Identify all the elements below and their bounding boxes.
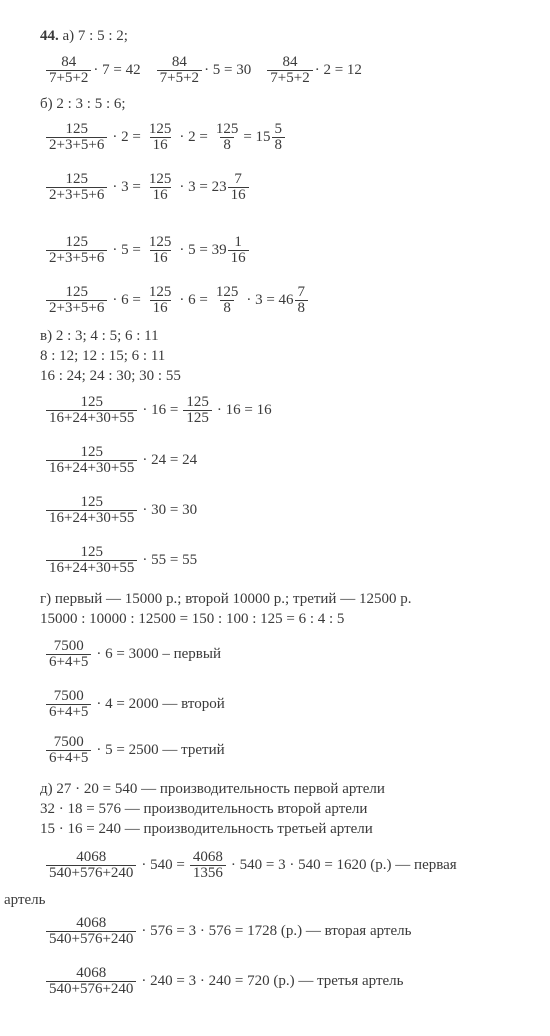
part-d-line-1 [44,848,460,882]
fraction [295,285,309,316]
denominator: 16+24+30+55 [46,410,137,426]
fraction [146,172,175,203]
fraction [46,395,137,426]
numerator: 84 [61,53,77,70]
expr-part: · 24 = 24 [142,451,198,468]
denominator: 16 [150,300,171,316]
expr-part [243,285,310,316]
denominator: 8 [272,137,286,153]
denominator: 540+576+240 [46,981,136,997]
expr-part: · 3 = 23 [179,178,227,195]
expr-part: · 4 = 2000 — второй [96,695,225,712]
expr-part: · 3 = [112,178,141,195]
expr-part: · 6 = 3000 – первый [96,645,221,662]
fraction [267,55,312,86]
fraction [157,55,202,86]
expr-part: · 3 = 46 [246,291,294,308]
expr-part: · 540 = 3 · 540 = 1620 (р.) — первая [230,856,457,873]
numerator: 7 [297,283,306,300]
numerator: 125 [148,120,172,137]
numerator: 125 [186,393,209,410]
expr-part: · 16 = 16 [216,401,272,418]
denominator: 7+5+2 [157,70,202,86]
denominator: 2+3+5+6 [46,300,107,316]
part-v-line-2 [44,443,200,477]
fraction [46,122,107,153]
part-a-line [44,53,362,87]
denominator: 540+576+240 [46,931,136,947]
part-v-header: в) 2 : 3; 4 : 5; 6 : 11 [40,328,159,344]
problem-number: 44. [40,28,59,44]
denominator: 16+24+30+55 [46,510,137,526]
denominator: 7+5+2 [267,70,312,86]
part-d-line1: д) 27 · 20 = 540 — производительность первой артели [40,781,385,797]
numerator: 125 [148,170,172,187]
numerator: 84 [171,53,187,70]
part-g-line1: г) первый — 15000 р.; второй 10000 р.; третий — 12500 р. [40,591,412,607]
denominator: 8 [220,137,234,153]
fraction [146,285,175,316]
part-b-line-3 [44,233,251,267]
numerator: 125 [80,393,103,410]
part-d-line2: 32 · 18 = 576 — производительность второй артели [40,801,368,817]
expr-part: · 55 = 55 [142,551,198,568]
part-d-line-3 [44,964,407,998]
part-b-line-4 [44,283,310,317]
fraction [46,689,91,720]
part-g-line2: 15000 : 10000 : 12500 = 150 : 100 : 125 = 6 : 4 : 5 [40,611,345,627]
expr-part: · 6 = [112,291,141,308]
denominator: 6+4+5 [46,750,91,766]
fraction [46,639,91,670]
denominator: 2+3+5+6 [46,187,107,203]
expr-part: · 6 = [179,291,208,308]
denominator: 16 [150,137,171,153]
fraction [272,122,286,153]
part-v-line-3 [44,493,200,527]
numerator: 4068 [76,914,107,931]
fraction [46,735,91,766]
part-v-line-4 [44,543,200,577]
part-g-line-3 [44,733,228,767]
part-a-header [40,26,128,46]
denominator: 8 [220,300,234,316]
numerator: 125 [80,543,103,560]
expr-part: · 2 = [179,128,208,145]
denominator: 540+576+240 [46,865,136,881]
numerator: 4068 [76,848,107,865]
numerator: 7500 [53,637,84,654]
numerator: 125 [148,233,172,250]
denominator: 6+4+5 [46,654,91,670]
fraction [46,285,107,316]
fraction [146,235,175,266]
fraction [46,966,136,997]
part-a-label: а) 7 : 5 : 2; [62,28,128,44]
numerator: 7 [234,170,242,187]
denominator: 16+24+30+55 [46,560,137,576]
expr-part: · 540 = [141,856,185,873]
denominator: 7+5+2 [46,70,91,86]
denominator: 16 [228,250,249,266]
part-g-line-2 [44,687,228,721]
expr-part: · 576 = 3 · 576 = 1728 (р.) — вторая артель [141,922,412,939]
part-v-line3: 16 : 24; 24 : 30; 30 : 55 [40,368,181,384]
part-d-line-1-cont: артель [4,892,46,908]
denominator: 16 [150,187,171,203]
expr-part: · 240 = 3 · 240 = 720 (р.) — третья артель [141,972,404,989]
fraction [213,122,242,153]
expr-tail: · 2 = 12 [314,61,362,78]
expr-part [176,235,250,266]
denominator: 2+3+5+6 [46,250,107,266]
expr-tail: · 5 = 30 [204,61,252,78]
numerator: 7500 [53,733,84,750]
numerator: 125 [80,493,103,510]
denominator: 16 [228,187,249,203]
denominator: 8 [295,300,309,316]
fraction [46,545,137,576]
denominator: 2+3+5+6 [46,137,107,153]
fraction [46,172,107,203]
fraction [46,55,91,86]
fraction [228,172,249,203]
denominator: 1356 [190,865,226,881]
expr-part: · 2 = [112,128,141,145]
part-b-header: б) 2 : 3 : 5 : 6; [40,96,126,112]
part-d-line-2 [44,914,414,948]
expr-part [176,172,250,203]
part-v-line2: 8 : 12; 12 : 15; 6 : 11 [40,348,166,364]
part-d-line3: 15 · 16 = 240 — производительность третьей артели [40,821,373,837]
numerator: 125 [65,120,88,137]
numerator: 125 [80,443,103,460]
numerator: 125 [65,233,88,250]
part-b-line-2 [44,170,251,204]
expr-part: · 5 = 2500 — третий [96,741,225,758]
expr-part [243,122,287,153]
denominator: 16+24+30+55 [46,460,137,476]
fraction [228,235,249,266]
fraction [46,445,137,476]
fraction [183,395,212,426]
fraction [46,850,136,881]
numerator: 1 [234,233,242,250]
denominator: 125 [183,410,212,426]
numerator: 125 [65,283,88,300]
part-b-line-1 [44,120,287,154]
expr-part: · 16 = [142,401,179,418]
fraction [190,850,226,881]
denominator: 6+4+5 [46,704,91,720]
fraction [46,495,137,526]
expr-tail: · 7 = 42 [93,61,141,78]
fraction [213,285,242,316]
numerator: 84 [282,53,298,70]
numerator: 7500 [53,687,84,704]
expr-part: = 15 [243,128,271,145]
numerator: 125 [215,283,239,300]
denominator: 16 [150,250,171,266]
numerator: 125 [148,283,172,300]
numerator: 4068 [76,964,107,981]
fraction [46,235,107,266]
fraction [46,916,136,947]
numerator: 5 [274,120,283,137]
numerator: 125 [65,170,88,187]
numerator: 4068 [192,848,223,865]
part-v-line-1 [44,393,275,427]
part-g-line-1 [44,637,224,671]
numerator: 125 [215,120,239,137]
expr-part: · 5 = 39 [179,241,227,258]
fraction [146,122,175,153]
expr-part: · 5 = [112,241,141,258]
expr-part: · 30 = 30 [142,501,198,518]
